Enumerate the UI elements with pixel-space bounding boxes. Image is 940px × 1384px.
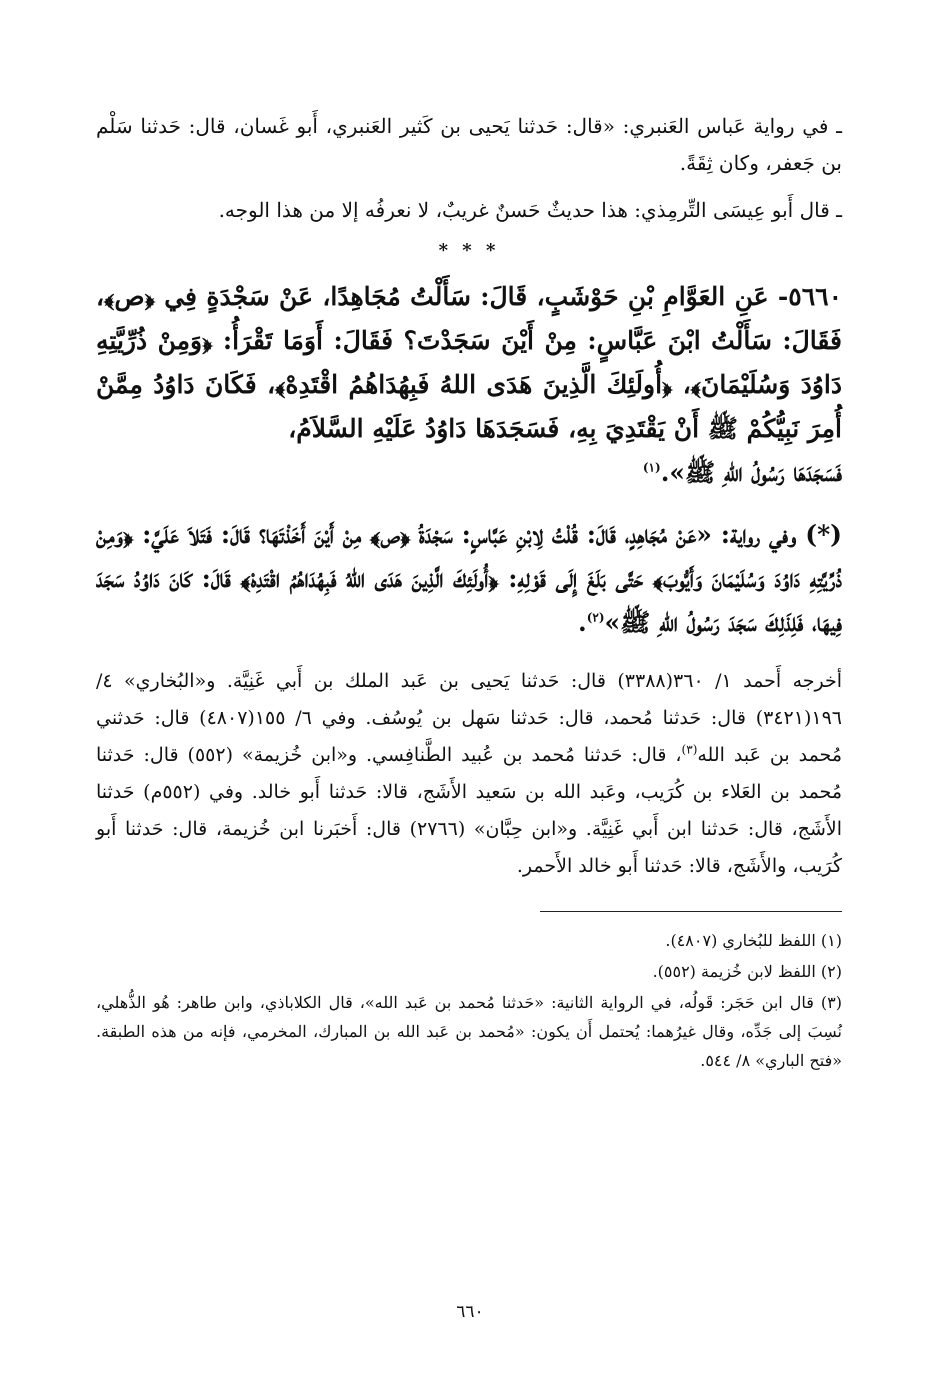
takhrij-paragraph [96,663,842,885]
section-separator: * * * [438,240,500,261]
footnote-2: (٢) اللفظ لابن خُزيمة (٥٥٢). [652,962,842,981]
hadith-variant [96,513,842,645]
intro-paragraph-2: ـ قال أَبو عِيسَى التِّرمِذي: هذا حديثٌ حَسنٌ غريبٌ، لا نعرفُه إلا من هذا الوجه. [218,198,842,222]
footnote-1: (١) اللفظ للبُخاري (٤٨٠٧). [665,931,842,950]
footnote-divider [540,911,842,912]
hadith-text [96,275,842,495]
page-number: ٦٦٠ [456,1302,484,1322]
variant-ending: . [578,608,587,637]
variant-body: (*) وفي رواية: «عَنْ مُجَاهِدٍ، قَالَ: قُلْتُ لِابْنِ عَبَّاسٍ: سَجْدَةُ ﴿ص﴾ مِنْ أَيْنَ أَخَذْتَهَا؟ قَالَ: فَتَلاَ عَلَيَّ: ﴿وَمِنْ ذُرِّيَّتِهِ دَاوُدَ وَسُلَيْمَانَ وَأَيُّوبَ﴾ حَتَّى بَلَغَ إِلَى قَوْلِهِ: ﴿أُولَئِكَ الَّذِينَ هَدَى اللهُ فَبِهُدَاهُمُ اقْتَدِهْ﴾ قَالَ: كَانَ دَاوُدُ سَجَدَ فِيهَا، فَلِذَلِكَ سَجَدَ رَسُولُ اللهِ ﷺ» [96,520,842,637]
intro-paragraph-1: ـ في رواية عَباس العَنبري: «قال: حَدثنا يَحيى بن كَثير العَنبري، أَبو غَسان، قال: حَدثنا سَلْم بن جَعفر، وكان ثِقَةً. [96,114,842,175]
footnote-ref-3: (٣) [681,742,698,757]
footnote-ref-2: (٢) [586,610,605,625]
takhrij-part-2: ، قال: حَدثنا مُحمد بن عُبيد الطَّنافِسي. و«ابن خُزيمة» (٥٥٢) قال: حَدثنا مُحمد بن العَلاء بن كُرَيب، وعَبد الله بن سَعيد الأَشَج، قالا: حَدثنا أَبو خالد. وفي (٥٥٢م) حَدثنا الأَشَج، قال: حَدثنا ابن أَبي غَنِيَّة. و«ابن حِبَّان» (٢٧٦٦) قال: أَخبَرنا ابن خُزيمة، قال: حَدثنا أَبو كُرَيب، والأَشَج، قالا: حَدثنا أَبو خالد الأَحمر. [96,744,842,877]
hadith-body: ٥٦٦٠- عَنِ العَوَّامِ بْنِ حَوْشَبٍ، قَالَ: سَأَلْتُ مُجَاهِدًا، عَنْ سَجْدَةٍ فِي ﴿ص﴾، فَقَالَ: سَأَلْتُ ابْنَ عَبَّاسٍ: مِنْ أَيْنَ سَجَدْتَ؟ فَقَالَ: أَوَمَا تَقْرَأُ: ﴿وَمِنْ ذُرِّيَّتِهِ دَاوُدَ وَسُلَيْمَانَ﴾، ﴿أُولَئِكَ الَّذِينَ هَدَى اللهُ فَبِهُدَاهُمُ اقْتَدِهْ﴾، فَكَانَ دَاوُدُ مِمَّنْ أُمِرَ نَبِيُّكُمْ ﷺ أَنْ يَقْتَدِيَ بِهِ، فَسَجَدَهَا دَاوُدُ عَلَيْهِ السَّلاَمُ، [96,282,842,443]
footnote-ref-1: (١) [642,460,661,475]
hadith-main [96,275,842,495]
takhrij-part-1: أخرجه أَحمد ١/ ٣٦٠(٣٣٨٨) قال: حَدثنا يَحيى بن عَبد الملك بن أَبي غَنِيَّة. و«البُخاري» ٤/ ١٩٦(٣٤٢١) قال: حَدثنا مُحمد، قال: حَدثنا سَهل بن يُوسُف. وفي ٦/ ١٥٥(٤٨٠٧) قال: حَدثني مُحمد بن عَبد الله [96,670,843,766]
footnote-3: (٣) قال ابن حَجَر: قَولُه، في الرواية الثانية: «حَدثنا مُحمد بن عَبد الله»، قال الكلاباذي، وابن طاهر: هُو الذُّهلي، نُسِبَ إلى جَدِّه، وقال غيرُهما: يُحتمل أَن يكون: «مُحمد بن عَبد الله بن المبارك، المخرمي، فإنه من هذه الطبقة. «فتح الباري» ٨/ ٥٤٤. [96,993,842,1070]
hadith-ending: فَسَجَدَهَا رَسُولُ اللهِ ﷺ». [660,458,842,487]
variant-text [96,513,842,645]
document-page [96,108,842,1368]
